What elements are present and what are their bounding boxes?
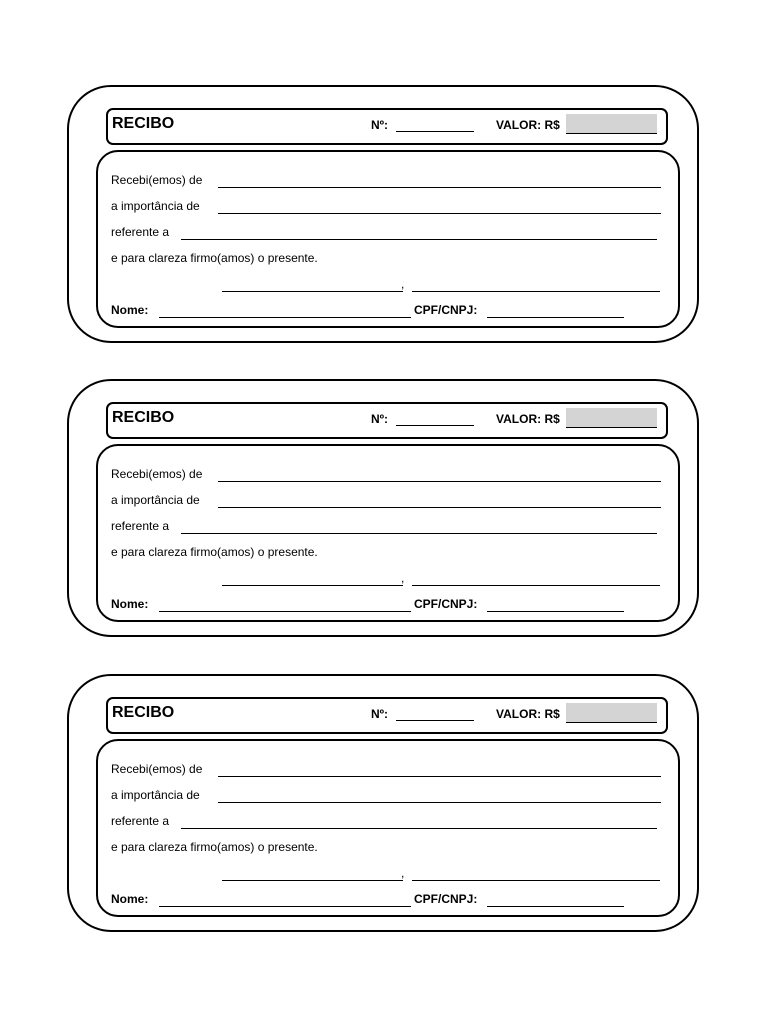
number-field[interactable]	[396, 131, 474, 132]
receipt-2	[67, 379, 699, 637]
place-field[interactable]	[222, 880, 403, 881]
cpf-field[interactable]	[487, 611, 624, 612]
receipt-title: RECIBO	[112, 704, 175, 721]
cpf-label: CPF/CNPJ:	[414, 303, 478, 317]
date-field[interactable]	[412, 291, 660, 292]
cpf-label: CPF/CNPJ:	[414, 892, 478, 906]
receipt-body	[96, 150, 680, 328]
receipt-1	[67, 85, 699, 343]
comma-separator: ,	[401, 866, 405, 880]
date-field[interactable]	[412, 880, 660, 881]
regarding-label: referente a	[111, 225, 170, 239]
receipt-body	[96, 739, 680, 917]
received-from-label: Recebi(emos) de	[111, 467, 203, 481]
value-label: VALOR: R$	[496, 707, 560, 721]
received-from-label: Recebi(emos) de	[111, 173, 203, 187]
number-label: Nº:	[371, 412, 389, 426]
regarding-label: referente a	[111, 814, 170, 828]
receipt-3	[67, 674, 699, 932]
number-field[interactable]	[396, 425, 474, 426]
name-field[interactable]	[159, 611, 411, 612]
amount-field[interactable]	[218, 213, 661, 214]
name-label: Nome:	[111, 303, 149, 317]
amount-field[interactable]	[218, 507, 661, 508]
date-field[interactable]	[412, 585, 660, 586]
regarding-field[interactable]	[181, 533, 657, 534]
value-label: VALOR: R$	[496, 412, 560, 426]
name-field[interactable]	[159, 906, 411, 907]
name-label: Nome:	[111, 597, 149, 611]
number-label: Nº:	[371, 118, 389, 132]
amount-field[interactable]	[218, 802, 661, 803]
receipt-header	[106, 108, 668, 145]
cpf-field[interactable]	[487, 906, 624, 907]
received-from-label: Recebi(emos) de	[111, 762, 203, 776]
comma-separator: ,	[401, 571, 405, 585]
number-field[interactable]	[396, 720, 474, 721]
cpf-label: CPF/CNPJ:	[414, 597, 478, 611]
value-field[interactable]	[566, 703, 657, 723]
amount-label: a importância de	[111, 199, 200, 213]
received-from-field[interactable]	[218, 187, 661, 188]
clarity-text: e para clareza firmo(amos) o presente.	[111, 251, 318, 265]
regarding-field[interactable]	[181, 828, 657, 829]
regarding-label: referente a	[111, 519, 170, 533]
clarity-text: e para clareza firmo(amos) o presente.	[111, 840, 318, 854]
place-field[interactable]	[222, 291, 403, 292]
amount-label: a importância de	[111, 493, 200, 507]
received-from-field[interactable]	[218, 481, 661, 482]
cpf-field[interactable]	[487, 317, 624, 318]
receipt-header	[106, 697, 668, 734]
name-field[interactable]	[159, 317, 411, 318]
number-label: Nº:	[371, 707, 389, 721]
receipt-title: RECIBO	[112, 115, 175, 132]
name-label: Nome:	[111, 892, 149, 906]
regarding-field[interactable]	[181, 239, 657, 240]
received-from-field[interactable]	[218, 776, 661, 777]
comma-separator: ,	[401, 277, 405, 291]
receipt-header	[106, 402, 668, 439]
receipt-body	[96, 444, 680, 622]
value-field[interactable]	[566, 114, 657, 134]
amount-label: a importância de	[111, 788, 200, 802]
place-field[interactable]	[222, 585, 403, 586]
receipt-title: RECIBO	[112, 409, 175, 426]
value-field[interactable]	[566, 408, 657, 428]
clarity-text: e para clareza firmo(amos) o presente.	[111, 545, 318, 559]
value-label: VALOR: R$	[496, 118, 560, 132]
